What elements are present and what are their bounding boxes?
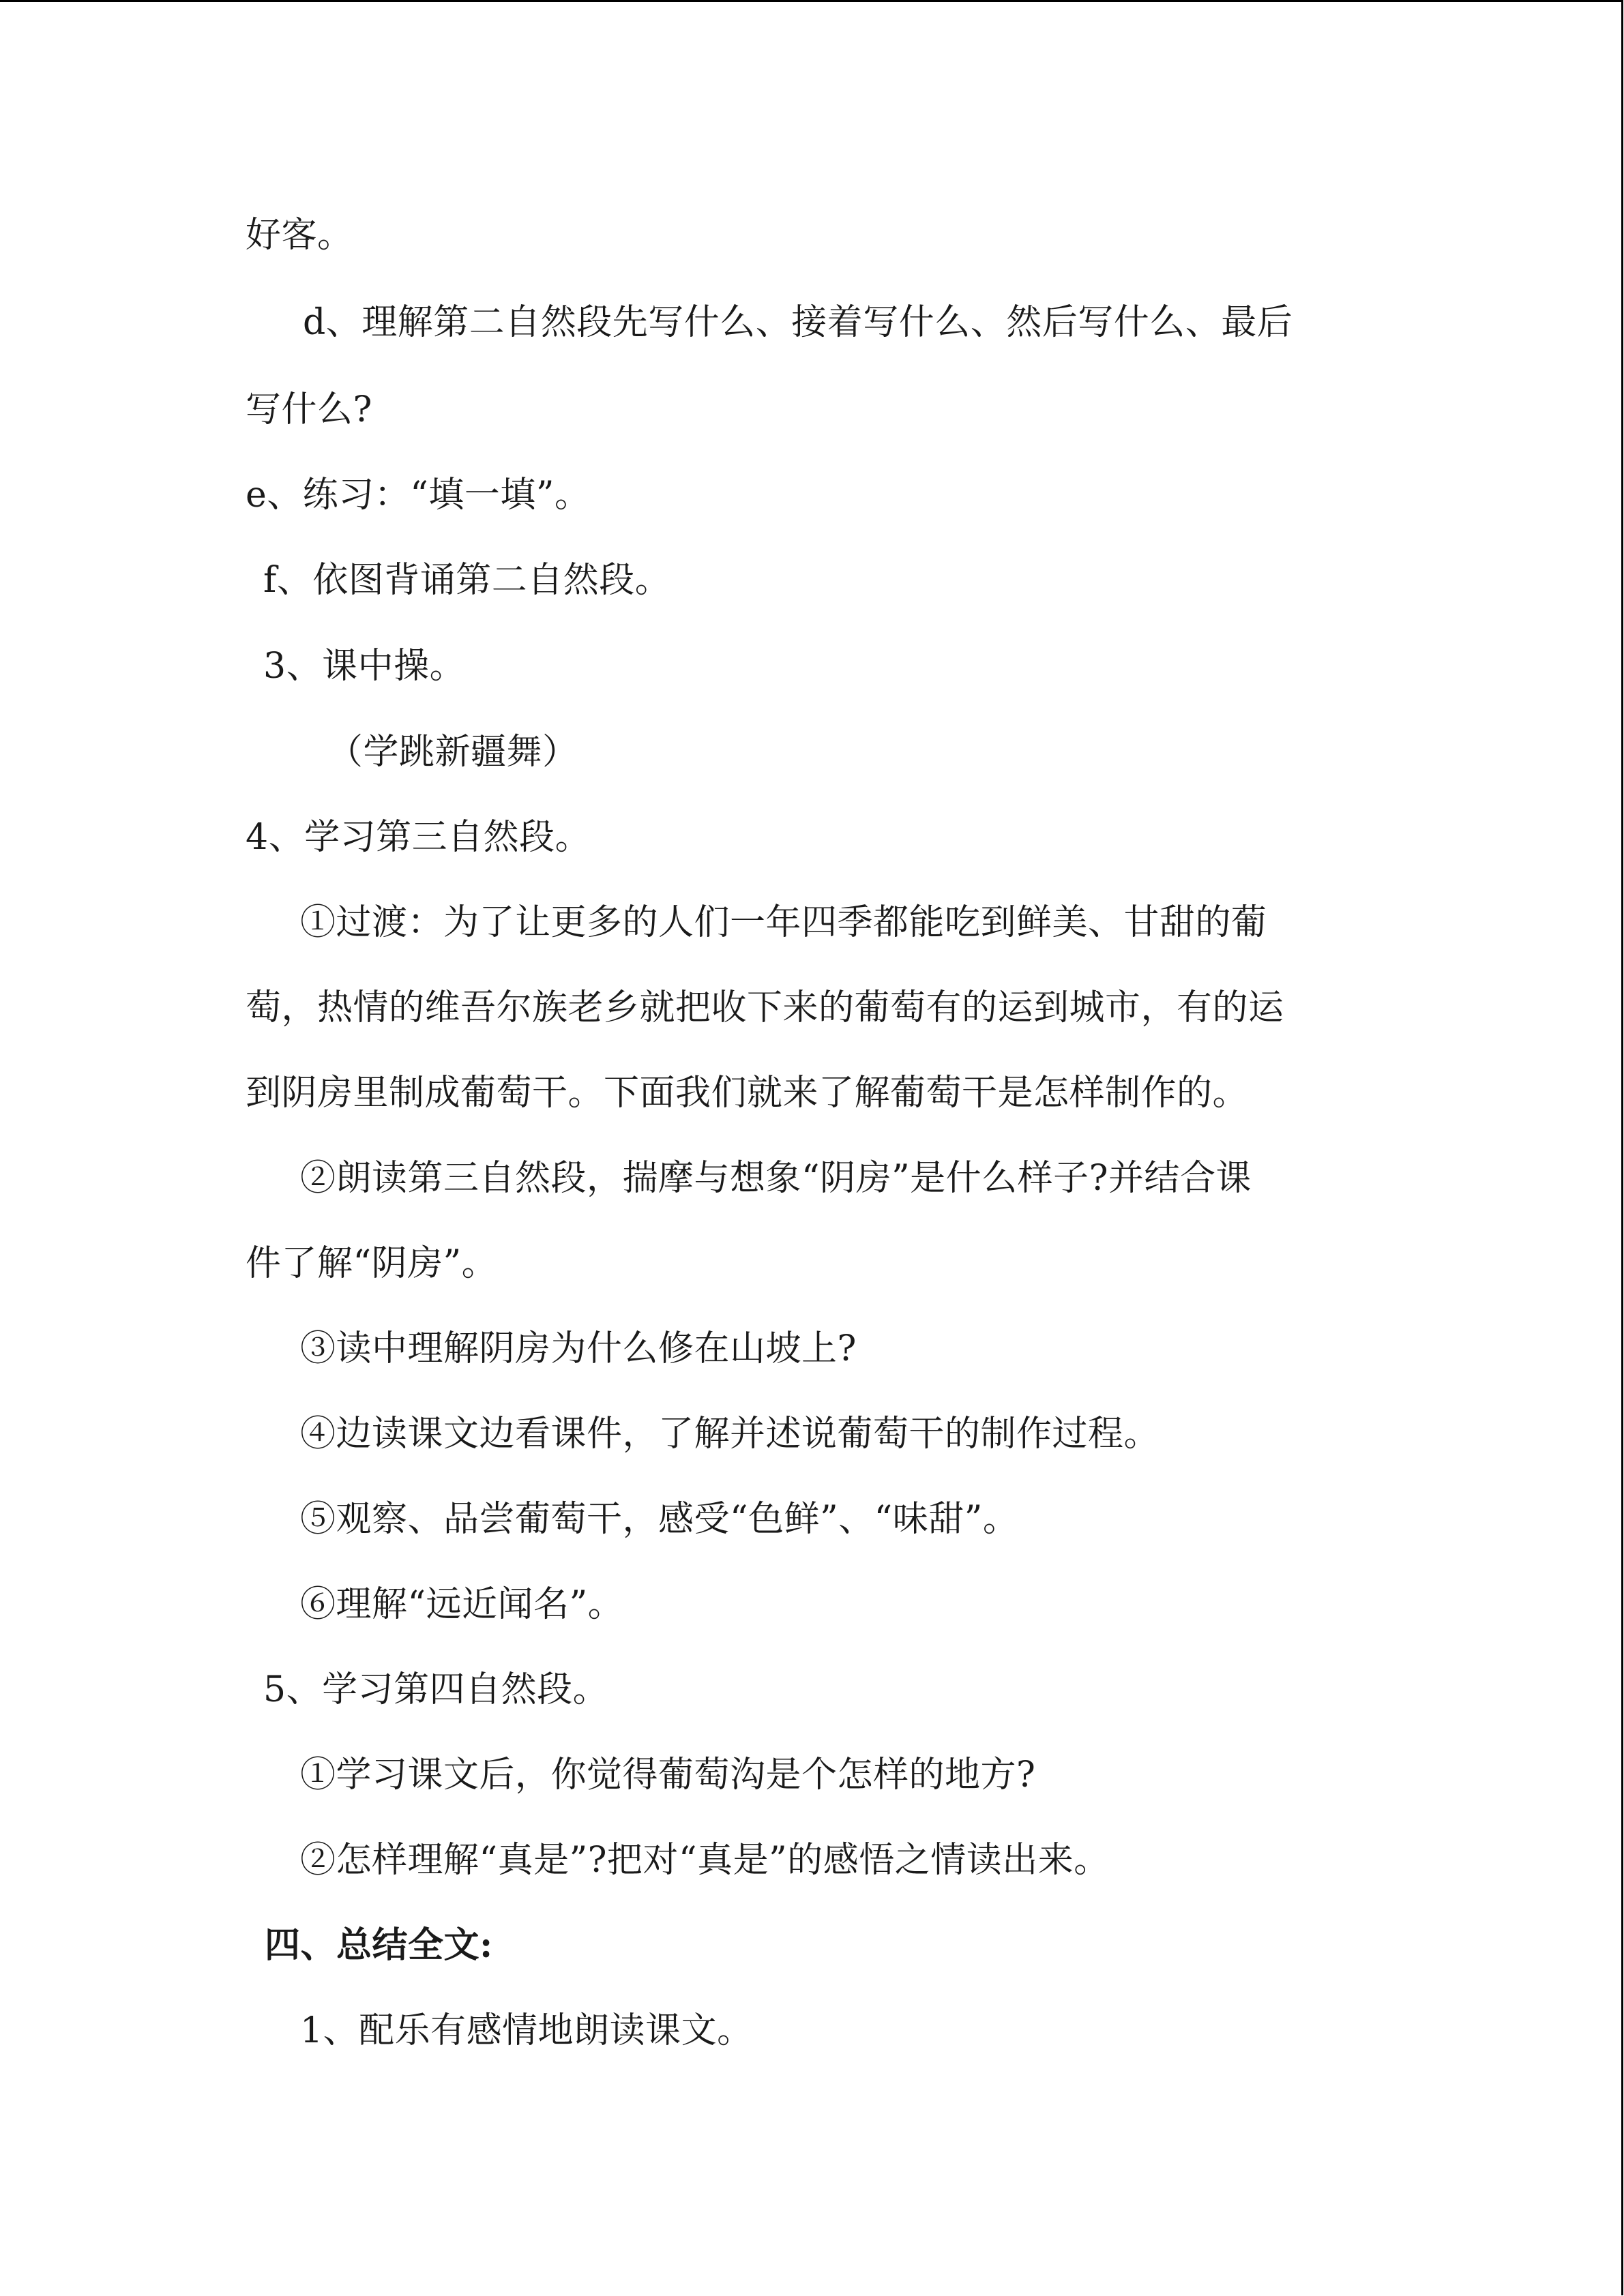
text-line-2: d、理解第二自然段先写什么、接着写什么、然后写什么、最后 <box>303 302 1293 343</box>
text-line-4: e、练习：“填一填”。 <box>246 475 591 516</box>
text-line-13: 件了解“阴房”。 <box>246 1243 498 1284</box>
text-line-7: （学跳新疆舞） <box>327 732 578 773</box>
text-line-10: 萄，热情的维吾尔族老乡就把收下来的葡萄有的运到城市，有的运 <box>246 987 1284 1028</box>
text-line-6: 3、课中操。 <box>263 646 466 687</box>
text-line-20: ②怎样理解“真是”?把对“真是”的感悟之情读出来。 <box>300 1840 1110 1881</box>
text-line-8: 4、学习第三自然段。 <box>246 817 591 858</box>
text-line-11: 到阴房里制成葡萄干。下面我们就来了解葡萄干是怎样制作的。 <box>246 1073 1249 1114</box>
section-heading: 四、总结全文: <box>265 1924 493 1966</box>
text-line-5: f、依图背诵第二自然段。 <box>263 560 671 601</box>
text-line-18: 5、学习第四自然段。 <box>263 1669 609 1710</box>
text-line-16: ⑤观察、品尝葡萄干，感受“色鲜”、“味甜”。 <box>300 1499 1019 1540</box>
text-line-3: 写什么? <box>246 389 372 430</box>
text-line-22: 1、配乐有感情地朗读课文。 <box>300 2010 753 2051</box>
text-line-14: ③读中理解阴房为什么修在山坡上? <box>300 1328 857 1369</box>
text-line-12: ②朗读第三自然段，揣摩与想象“阴房”是什么样子?并结合课 <box>300 1158 1252 1199</box>
text-line-19: ①学习课文后，你觉得葡萄沟是个怎样的地方? <box>300 1755 1036 1795</box>
text-line-15: ④边读课文边看课件，了解并述说葡萄干的制作过程。 <box>300 1414 1160 1455</box>
text-line-9: ①过渡：为了让更多的人们一年四季都能吃到鲜美、甘甜的葡 <box>300 902 1267 943</box>
text-line-17: ⑥理解“远近闻名”。 <box>300 1584 624 1625</box>
text-line-1: 好客。 <box>246 215 353 256</box>
